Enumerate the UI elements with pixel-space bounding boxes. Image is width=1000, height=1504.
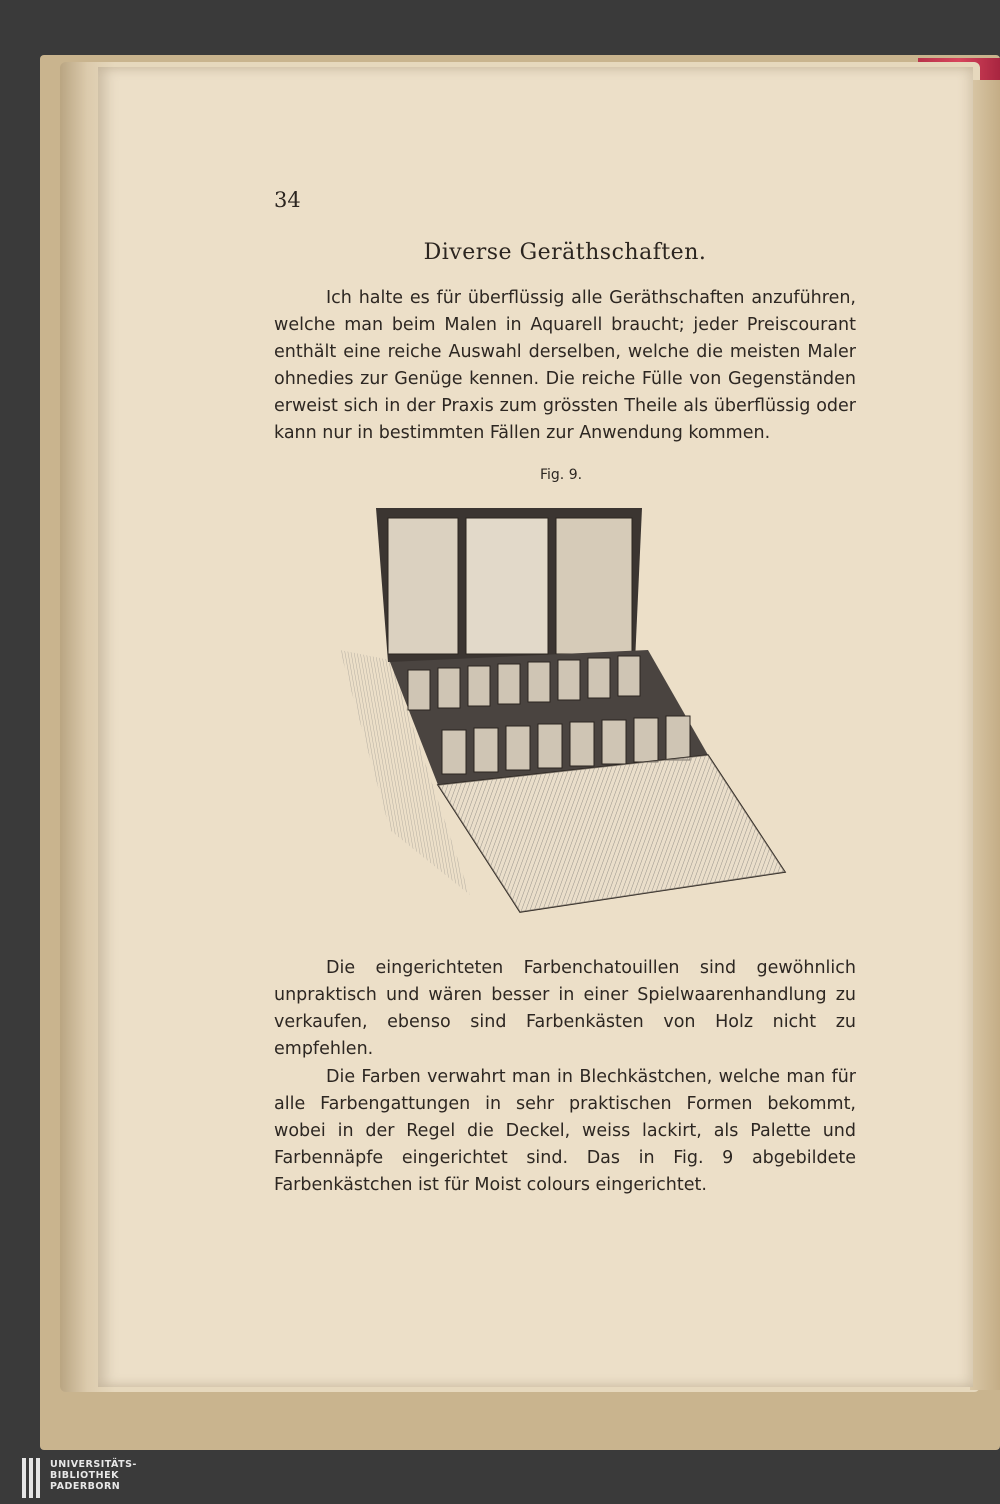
logo-line-2: BIBLIOTHEK	[50, 1470, 119, 1481]
facing-page-edge	[970, 80, 1000, 1390]
paragraph-farbenchatouillen: Die eingerichteten Farbenchatouillen sind gewöhnlich unpraktisch und wären besser in einer Spielwaarenhandlung zu verkaufen, ebenso sind Farbenkästen von Holz nicht zu empfehlen.	[274, 958, 856, 1059]
figure-label: Fig. 9.	[540, 467, 583, 483]
page-number: 34	[274, 188, 301, 212]
library-logo	[22, 1458, 152, 1498]
logo-line-1: UNIVERSITÄTS-	[50, 1459, 137, 1470]
logo-text	[50, 1459, 137, 1492]
paragraph-intro: Ich halte es für überflüssig alle Geräthschaften anzuführen, welche man beim Malen in Aquarell braucht; jeder Preiscourant enthält eine reiche Auswahl derselben, welche die meisten Maler ohnedies zur Genüge kennen. Die reiche Fülle von Gegenständen erweist sich in der Praxis zum grössten Theile als überflüssig oder kann nur in bestimmten Fällen zur Anwendung kommen.	[274, 288, 856, 443]
section-heading: Diverse Geräthschaften.	[423, 240, 707, 265]
paragraph-blechkaestchen: Die Farben verwahrt man in Blechkästchen, welche man für alle Farbengattungen in sehr praktischen Formen bekommt, wobei in der Regel die Deckel, weiss lackirt, als Palette und Farbennäpfe eingerichtet sind. Das in Fig. 9 abgebildete Farbenkästchen ist für Moist colours eingerichtet.	[274, 1067, 856, 1195]
paint-box-illustration	[330, 500, 800, 920]
logo-line-3: PADERBORN	[50, 1481, 121, 1492]
